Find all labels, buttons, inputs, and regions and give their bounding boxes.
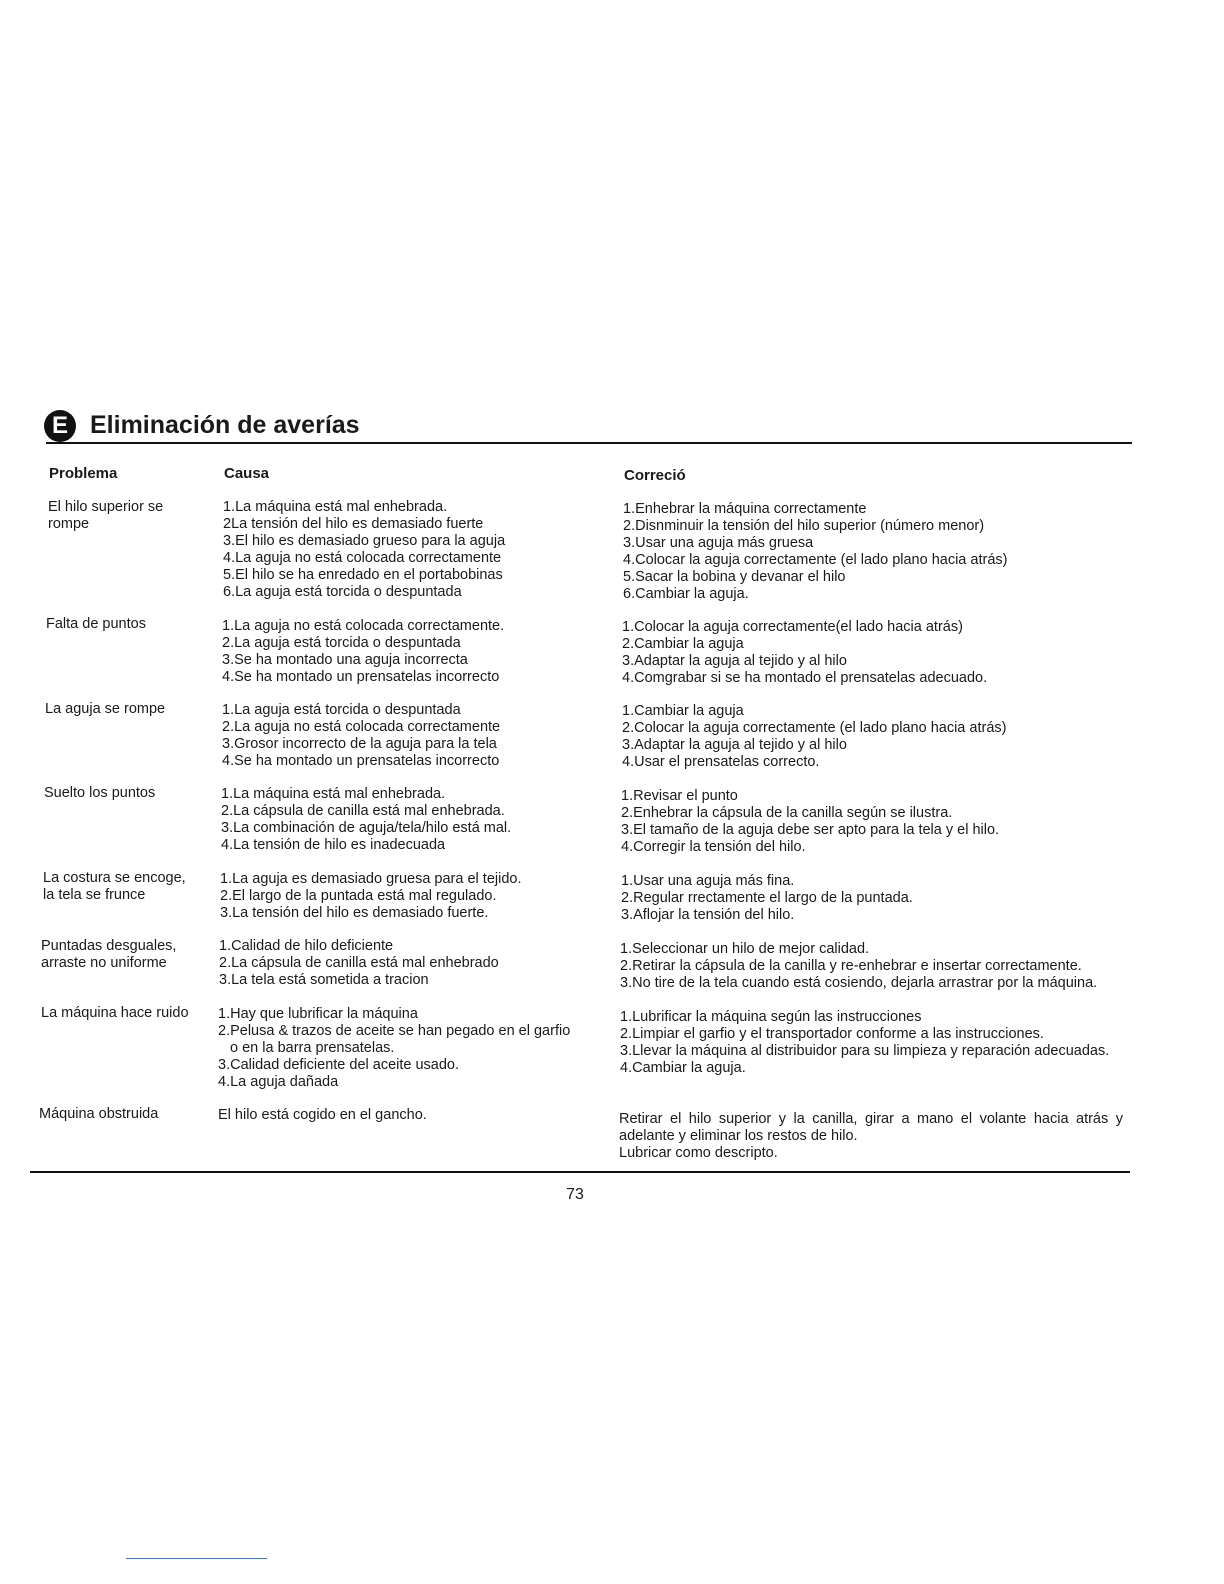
- fix-line: 3.Llevar la máquina al distribuidor para su limpieza y reparación adecuadas.: [620, 1043, 1110, 1059]
- fix-line: 6.Cambiar la aguja.: [623, 586, 749, 602]
- fix-line: 2.Retirar la cápsula de la canilla y re-enhebrar e insertar correctamente.: [620, 958, 1082, 974]
- cause-cell: [219, 938, 499, 989]
- cause-cell: [218, 1107, 427, 1124]
- fix-line: Retirar el hilo superior y la canilla, girar a mano el volante hacia atrás y adelante y eliminar los restos de hilo.: [619, 1111, 1123, 1144]
- fix-line: 1.Usar una aguja más fina.: [621, 873, 795, 889]
- cause-line: 5.El hilo se ha enredado en el portabobinas: [223, 567, 503, 583]
- cause-line: 2.Pelusa & trazos de aceite se han pegado en el garfio: [218, 1023, 571, 1039]
- fix-line: 3.Usar una aguja más gruesa: [623, 535, 814, 551]
- footer-divider: [30, 1171, 1130, 1173]
- problem-line: arraste no uniforme: [41, 955, 167, 971]
- language-badge: E: [44, 410, 76, 442]
- column-header-problem: Problema: [49, 465, 118, 482]
- column-header-cause: Causa: [224, 465, 270, 482]
- fix-line: 1.Lubrificar la máquina según las instrucciones: [620, 1009, 922, 1025]
- fix-line: 4.Colocar la aguja correctamente (el lado plano hacia atrás): [623, 552, 1008, 568]
- cause-line: 2.La cápsula de canilla está mal enhebrado: [219, 955, 499, 971]
- cause-line: 1.Calidad de hilo deficiente: [219, 938, 394, 954]
- problem-line: El hilo superior se: [48, 499, 164, 515]
- fix-line: 1.Revisar el punto: [621, 788, 738, 804]
- cause-line: 1.Hay que lubrificar la máquina: [218, 1006, 418, 1022]
- fix-line: 3.No tire de la tela cuando está cosiendo, dejarla arrastrar por la máquina.: [620, 975, 1098, 991]
- fix-line: 3.Aflojar la tensión del hilo.: [621, 907, 795, 923]
- problem-line: Falta de puntos: [46, 616, 146, 632]
- cause-line: 2.El largo de la puntada está mal regulado.: [220, 888, 497, 904]
- problem-cell: [44, 785, 155, 802]
- cause-cell: [220, 871, 521, 922]
- cause-line: 4.La tensión de hilo es inadecuada: [221, 837, 446, 853]
- fix-line: 3.Adaptar la aguja al tejido y al hilo: [622, 653, 847, 669]
- problem-line: Máquina obstruida: [39, 1106, 159, 1122]
- cause-cell: [222, 702, 500, 770]
- problem-cell: [48, 499, 163, 533]
- cause-line: 4.La aguja dañada: [218, 1074, 339, 1090]
- fix-cell: [622, 703, 1006, 771]
- problem-line: rompe: [48, 516, 90, 532]
- cause-line: 4.Se ha montado un prensatelas incorrecto: [222, 669, 500, 685]
- problem-cell: [39, 1106, 158, 1123]
- page-title: Eliminación de averías: [90, 411, 360, 439]
- cause-line: 2La tensión del hilo es demasiado fuerte: [223, 516, 484, 532]
- cause-line: 1.La aguja no está colocada correctamente.: [222, 618, 505, 634]
- problem-cell: [41, 1005, 189, 1022]
- fix-cell: [622, 619, 987, 687]
- cause-line: 3.Grosor incorrecto de la aguja para la tela: [222, 736, 497, 752]
- cause-line: 3.Calidad deficiente del aceite usado.: [218, 1057, 460, 1073]
- fix-cell: [620, 941, 1097, 992]
- problem-line: La máquina hace ruido: [41, 1005, 189, 1021]
- fix-cell: [623, 501, 1007, 603]
- problem-line: Suelto los puntos: [44, 785, 156, 801]
- problem-line: la tela se frunce: [43, 887, 146, 903]
- fix-line: 4.Cambiar la aguja.: [620, 1060, 746, 1076]
- cause-line: 1.La aguja es demasiado gruesa para el tejido.: [220, 871, 522, 887]
- fix-cell: [621, 873, 913, 924]
- problem-cell: [46, 616, 146, 633]
- problem-cell: [41, 938, 176, 972]
- section-header: [44, 410, 1132, 446]
- fix-line: Lubricar como descripto.: [619, 1145, 778, 1161]
- cause-line: 3.La tensión del hilo es demasiado fuerte.: [220, 905, 489, 921]
- page-number: 73: [566, 1186, 584, 1203]
- cause-cell: [221, 786, 511, 854]
- cause-line: 1.La máquina está mal enhebrada.: [223, 499, 448, 515]
- cause-line: 3.La tela está sometida a tracion: [219, 972, 429, 988]
- cause-line: 2.La cápsula de canilla está mal enhebrada.: [221, 803, 505, 819]
- fix-line: 2.Regular rrectamente el largo de la puntada.: [621, 890, 913, 906]
- fix-line: 2.Disnminuir la tensión del hilo superior (número menor): [623, 518, 985, 534]
- cause-line: 4.Se ha montado un prensatelas incorrecto: [222, 753, 500, 769]
- fix-line: 1.Seleccionar un hilo de mejor calidad.: [620, 941, 870, 957]
- cause-line: El hilo está cogido en el gancho.: [218, 1107, 427, 1123]
- cause-line: 3.El hilo es demasiado grueso para la aguja: [223, 533, 506, 549]
- title-divider: [46, 442, 1132, 444]
- cause-line: o en la barra prensatelas.: [230, 1040, 395, 1056]
- cause-line: 4.La aguja no está colocada correctamente: [223, 550, 502, 566]
- cause-cell: [223, 499, 505, 601]
- fix-line: 4.Usar el prensatelas correcto.: [622, 754, 820, 770]
- problem-line: Puntadas desguales,: [41, 938, 177, 954]
- problem-line: La costura se encoge,: [43, 870, 186, 886]
- scan-artifact-line: [126, 1558, 267, 1559]
- cause-line: 1.La aguja está torcida o despuntada: [222, 702, 461, 718]
- fix-line: 3.Adaptar la aguja al tejido y al hilo: [622, 737, 847, 753]
- cause-cell: [222, 618, 504, 686]
- fix-line: 4.Comgrabar si se ha montado el prensatelas adecuado.: [622, 670, 988, 686]
- cause-line: 3.Se ha montado una aguja incorrecta: [222, 652, 468, 668]
- problem-cell: [45, 701, 165, 718]
- column-header-fix: Correció: [624, 467, 686, 484]
- fix-line: 5.Sacar la bobina y devanar el hilo: [623, 569, 846, 585]
- cause-line: 3.La combinación de aguja/tela/hilo está mal.: [221, 820, 512, 836]
- fix-line: 2.Enhebrar la cápsula de la canilla según se ilustra.: [621, 805, 953, 821]
- fix-cell: [621, 788, 999, 856]
- fix-line: 3.El tamaño de la aguja debe ser apto para la tela y el hilo.: [621, 822, 1000, 838]
- cause-cell: [218, 1006, 570, 1091]
- fix-cell: [620, 1009, 1109, 1077]
- cause-line: 2.La aguja no está colocada correctamente: [222, 719, 501, 735]
- cause-line: 1.La máquina está mal enhebrada.: [221, 786, 446, 802]
- fix-line: 1.Cambiar la aguja: [622, 703, 744, 719]
- problem-cell: [43, 870, 186, 904]
- fix-line: 2.Limpiar el garfio y el transportador conforme a las instrucciones.: [620, 1026, 1044, 1042]
- fix-line: 1.Colocar la aguja correctamente(el lado hacia atrás): [622, 619, 963, 635]
- problem-line: La aguja se rompe: [45, 701, 166, 717]
- cause-line: 2.La aguja está torcida o despuntada: [222, 635, 461, 651]
- cause-line: 6.La aguja está torcida o despuntada: [223, 584, 462, 600]
- fix-cell: [619, 1111, 1123, 1162]
- fix-line: 4.Corregir la tensión del hilo.: [621, 839, 806, 855]
- fix-line: 2.Cambiar la aguja: [622, 636, 744, 652]
- fix-line: 2.Colocar la aguja correctamente (el lado plano hacia atrás): [622, 720, 1007, 736]
- fix-line: 1.Enhebrar la máquina correctamente: [623, 501, 867, 517]
